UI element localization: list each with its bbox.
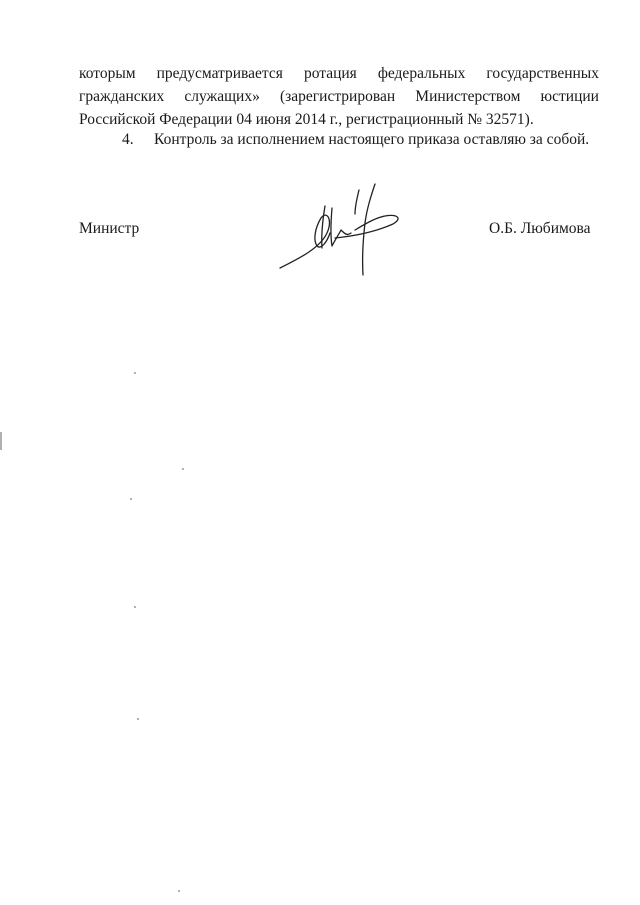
paragraph-continuation: [79, 62, 599, 132]
scan-speck: [137, 718, 139, 720]
text-line-1: [79, 62, 599, 85]
text-line-3: Российской Федерации 04 июня 2014 г., регистрационный № 32571).: [79, 111, 534, 128]
paragraph-4: [122, 131, 589, 149]
scan-speck: [178, 890, 180, 892]
word: которым: [79, 65, 136, 82]
handwritten-signature: [275, 178, 405, 278]
scan-speck: [134, 606, 136, 608]
signature-stroke: [331, 208, 351, 246]
word: служащих»: [184, 88, 260, 105]
word: ротация: [303, 65, 357, 82]
word: федеральных: [377, 65, 466, 82]
paragraph-number: 4.: [122, 131, 134, 148]
word: юстиции: [540, 88, 599, 105]
scan-speck: [182, 468, 184, 470]
scan-edge-mark: [0, 432, 2, 450]
paragraph-text: Контроль за исполнением настоящего приказа оставляю за собой.: [154, 131, 590, 148]
word: Министерством: [415, 88, 521, 105]
signature-stroke: [335, 215, 398, 238]
text-line-2: [79, 85, 599, 108]
word: гражданских: [79, 88, 165, 105]
scan-speck: [130, 498, 132, 500]
signature-stroke: [363, 184, 375, 275]
signature-stroke: [322, 206, 325, 248]
word: (зарегистрирован: [280, 88, 396, 105]
scan-speck: [134, 372, 136, 374]
signer-position: Министр: [79, 220, 140, 237]
word: предусматривается: [156, 65, 283, 82]
signer-name: О.Б. Любимова: [489, 220, 591, 237]
signature-stroke: [355, 190, 359, 214]
word: государственных: [486, 65, 599, 82]
